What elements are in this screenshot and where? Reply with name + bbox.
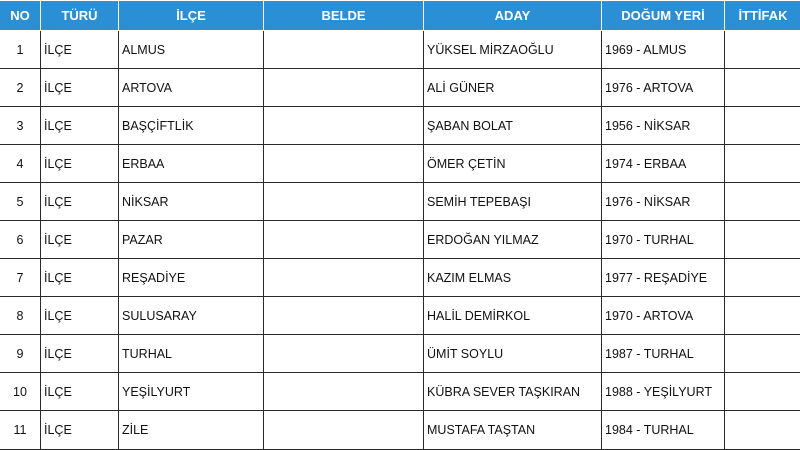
header-belde: BELDE (264, 1, 424, 31)
table-row (0, 221, 800, 259)
table-header (0, 1, 800, 31)
cell-aday: HALİL DEMİRKOL (424, 297, 602, 335)
cell-ittifak (725, 259, 800, 297)
cell-no: 4 (0, 145, 41, 183)
cell-turu: İLÇE (41, 31, 119, 69)
cell-aday: ERDOĞAN YILMAZ (424, 221, 602, 259)
cell-ittifak (725, 221, 800, 259)
cell-dogum-yeri: 1977 - REŞADİYE (602, 259, 725, 297)
cell-dogum-yeri: 1984 - TURHAL (602, 411, 725, 450)
cell-ilce: NİKSAR (119, 183, 264, 221)
cell-aday: ALİ GÜNER (424, 69, 602, 107)
cell-ittifak (725, 69, 800, 107)
cell-ilce: ZİLE (119, 411, 264, 450)
table-row (0, 107, 800, 145)
cell-turu: İLÇE (41, 373, 119, 411)
cell-no: 10 (0, 373, 41, 411)
cell-turu: İLÇE (41, 107, 119, 145)
cell-ilce: SULUSARAY (119, 297, 264, 335)
header-turu: TÜRÜ (41, 1, 119, 31)
cell-no: 7 (0, 259, 41, 297)
cell-no: 11 (0, 411, 41, 450)
cell-aday: YÜKSEL MİRZAOĞLU (424, 31, 602, 69)
cell-no: 2 (0, 69, 41, 107)
cell-aday: SEMİH TEPEBAŞI (424, 183, 602, 221)
cell-ilce: ERBAA (119, 145, 264, 183)
table-row (0, 259, 800, 297)
cell-ilce: YEŞİLYURT (119, 373, 264, 411)
cell-ilce: ALMUS (119, 31, 264, 69)
cell-aday: ÜMİT SOYLU (424, 335, 602, 373)
cell-dogum-yeri: 1987 - TURHAL (602, 335, 725, 373)
cell-turu: İLÇE (41, 145, 119, 183)
cell-ittifak (725, 107, 800, 145)
cell-belde (264, 31, 424, 69)
cell-no: 5 (0, 183, 41, 221)
cell-no: 8 (0, 297, 41, 335)
cell-ilce: ARTOVA (119, 69, 264, 107)
cell-turu: İLÇE (41, 221, 119, 259)
cell-turu: İLÇE (41, 69, 119, 107)
table-row (0, 411, 800, 450)
cell-belde (264, 411, 424, 450)
cell-belde (264, 221, 424, 259)
cell-aday: ÖMER ÇETİN (424, 145, 602, 183)
header-row (0, 1, 800, 31)
cell-aday: ŞABAN BOLAT (424, 107, 602, 145)
cell-aday: KAZIM ELMAS (424, 259, 602, 297)
cell-ittifak (725, 297, 800, 335)
cell-turu: İLÇE (41, 411, 119, 450)
table-row (0, 145, 800, 183)
cell-ittifak (725, 183, 800, 221)
cell-belde (264, 107, 424, 145)
cell-dogum-yeri: 1988 - YEŞİLYURT (602, 373, 725, 411)
cell-belde (264, 183, 424, 221)
cell-no: 9 (0, 335, 41, 373)
cell-belde (264, 145, 424, 183)
header-ittifak: İTTİFAK (725, 1, 800, 31)
cell-ilce: PAZAR (119, 221, 264, 259)
cell-ittifak (725, 145, 800, 183)
cell-turu: İLÇE (41, 297, 119, 335)
table-row (0, 335, 800, 373)
cell-dogum-yeri: 1976 - ARTOVA (602, 69, 725, 107)
cell-no: 6 (0, 221, 41, 259)
cell-dogum-yeri: 1956 - NİKSAR (602, 107, 725, 145)
table-row (0, 373, 800, 411)
cell-dogum-yeri: 1976 - NİKSAR (602, 183, 725, 221)
cell-ittifak (725, 373, 800, 411)
cell-ittifak (725, 335, 800, 373)
table-row (0, 297, 800, 335)
cell-dogum-yeri: 1969 - ALMUS (602, 31, 725, 69)
cell-belde (264, 335, 424, 373)
cell-ittifak (725, 31, 800, 69)
cell-aday: KÜBRA SEVER TAŞKIRAN (424, 373, 602, 411)
cell-belde (264, 259, 424, 297)
cell-turu: İLÇE (41, 335, 119, 373)
cell-dogum-yeri: 1970 - ARTOVA (602, 297, 725, 335)
cell-no: 3 (0, 107, 41, 145)
cell-belde (264, 373, 424, 411)
cell-dogum-yeri: 1970 - TURHAL (602, 221, 725, 259)
cell-ittifak (725, 411, 800, 450)
header-aday: ADAY (424, 1, 602, 31)
cell-turu: İLÇE (41, 259, 119, 297)
header-ilce: İLÇE (119, 1, 264, 31)
header-no: NO (0, 1, 41, 31)
table-body (0, 31, 800, 450)
cell-ilce: BAŞÇİFTLİK (119, 107, 264, 145)
header-dogum-yeri: DOĞUM YERİ (602, 1, 725, 31)
cell-belde (264, 297, 424, 335)
cell-no: 1 (0, 31, 41, 69)
cell-aday: MUSTAFA TAŞTAN (424, 411, 602, 450)
cell-turu: İLÇE (41, 183, 119, 221)
table-row (0, 69, 800, 107)
cell-ilce: TURHAL (119, 335, 264, 373)
table-row (0, 183, 800, 221)
cell-belde (264, 69, 424, 107)
cell-dogum-yeri: 1974 - ERBAA (602, 145, 725, 183)
table-row (0, 31, 800, 69)
cell-ilce: REŞADİYE (119, 259, 264, 297)
